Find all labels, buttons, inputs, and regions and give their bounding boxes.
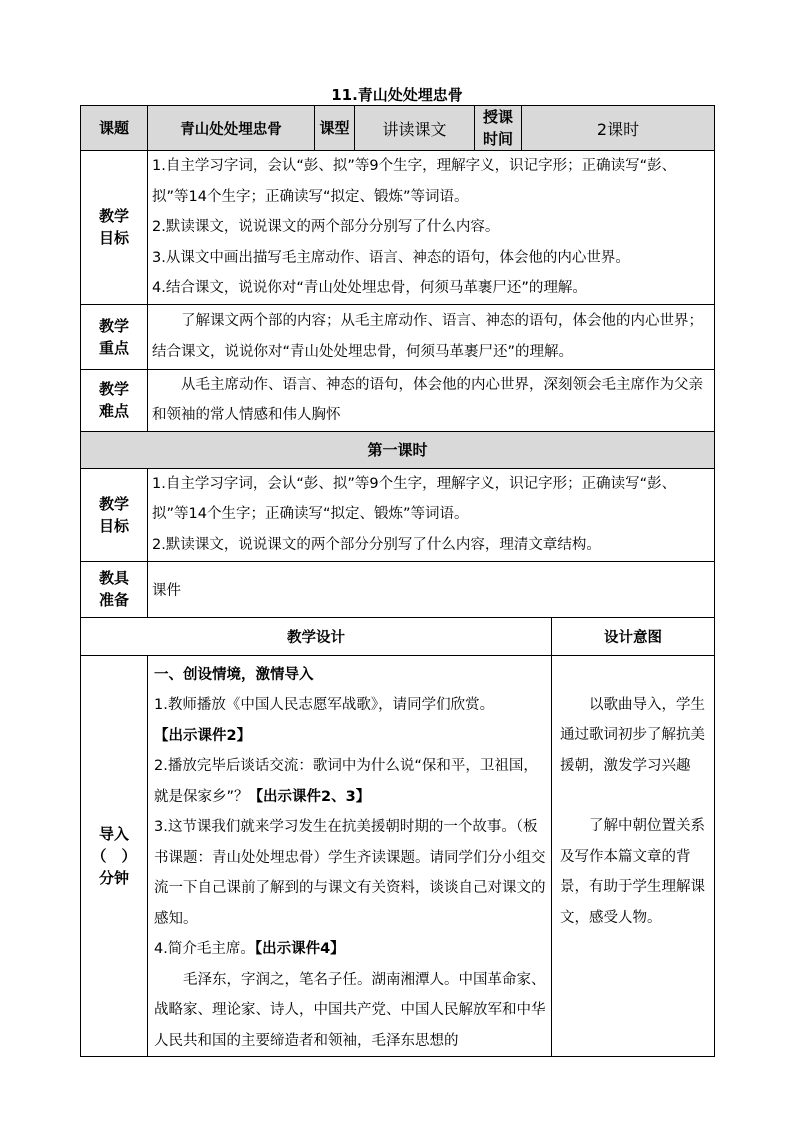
intro-bio: 毛泽东，字润之，笔名子任。湖南湘潭人。中国革命家、战略家、理论家、诗人，中国共产党、中国人民解放军和中华人民共和国的主要缔造者和领袖，毛泽东思想的 <box>154 971 546 1049</box>
time-label-line-1: 授课 <box>482 108 513 126</box>
key-points-content: 了解课文两个部的内容；从毛主席动作、语言、神态的语句，体会他的内心世界；结合课文，说说你对“青山处处埋忠骨，何须马革裹尸还”的理解。 <box>148 304 715 369</box>
goal-item: 2.默读课文，说说课文的两个部分分别写了什么内容。 <box>152 219 500 235</box>
intro-row <box>81 655 715 1057</box>
lesson-goals-label-line-2: 目标 <box>98 516 129 535</box>
difficulties-row <box>81 369 715 431</box>
courseware-note: 【出示课件4】 <box>254 941 345 957</box>
key-points-label-line-1: 教学 <box>98 316 129 335</box>
intro-label <box>81 655 148 1057</box>
difficulties-label <box>81 369 148 431</box>
goals-content <box>148 151 715 305</box>
lesson-plan-table <box>80 105 715 1057</box>
intro-step: 3.这节课我们就来学习发生在抗美援朝时期的一个故事。（板书课题：青山处处埋忠骨）学生齐读课题。请同学们分小组交流一下自己课前了解到的与课文有关资料，谈谈自己对课文的感知。 <box>154 819 546 927</box>
lesson-goals-content <box>148 468 715 561</box>
key-points-label-line-2: 重点 <box>98 338 129 357</box>
goals-label-line-1: 教学 <box>98 207 129 226</box>
intro-design <box>148 655 552 1057</box>
design-header-row <box>81 617 715 655</box>
intent-item: 了解中朝位置关系及写作本篇文章的背景，有助于学生理解课文，感受人物。 <box>560 818 705 926</box>
lesson-header: 第一课时 <box>81 431 715 468</box>
intent-item: 以歌曲导入，学生通过歌词初步了解抗美援朝，激发学习兴趣 <box>560 696 705 774</box>
tools-content: 课件 <box>148 561 715 617</box>
key-points-label <box>81 304 148 369</box>
design-header: 教学设计 <box>81 617 552 655</box>
intro-step-text: 2.播放完毕后谈话交流：歌词中为什么说“保和平，卫祖国，就是保家乡”？ <box>154 758 538 805</box>
lesson-header-row <box>81 431 715 468</box>
header-row <box>81 106 715 151</box>
courseware-note: 【出示课件2、3】 <box>248 788 371 805</box>
tools-label-line-2: 准备 <box>98 591 129 609</box>
topic-label: 课题 <box>81 106 148 151</box>
intro-heading: 一、创设情境，激情导入 <box>154 666 314 683</box>
goal-item: 1.自主学习字词，会认“彭、拟”等9个生字，理解字义，识记字形；正确读写“彭、拟”等14个生字；正确读写“拟定、锻炼”等词语。 <box>152 158 677 205</box>
intro-intent <box>552 655 715 1057</box>
intro-label-line-1: 导入 <box>98 824 129 843</box>
intro-step <box>154 934 547 965</box>
time-label-line-2: 时间 <box>482 130 513 148</box>
intent-spacer <box>560 781 708 811</box>
time-label <box>475 106 522 151</box>
goal-item: 3.从课文中画出描写毛主席动作、语言、神态的语句，体会他的内心世界。 <box>152 249 630 266</box>
difficulties-label-line-1: 教学 <box>98 380 129 398</box>
lesson-goals-row <box>81 468 715 561</box>
type-label: 课型 <box>315 106 355 151</box>
lesson-goal-item: 1.自主学习字词，会认“彭、拟”等9个生字，理解字义，识记字形；正确读写“彭、拟”等14个生字；正确读写“拟定、锻炼”等词语。 <box>152 475 677 523</box>
goals-label <box>81 151 148 305</box>
goals-row <box>81 151 715 305</box>
goal-item: 4.结合课文，说说你对“青山处处埋忠骨，何须马革裹尸还”的理解。 <box>152 280 587 296</box>
lesson-goal-item: 2.默读课文，说说课文的两个部分分别写了什么内容，理清文章结构。 <box>152 536 601 553</box>
tools-row <box>81 561 715 617</box>
lesson-goals-label <box>81 468 148 561</box>
time-value: 2课时 <box>522 106 715 151</box>
intro-step: 1.教师播放《中国人民志愿军战歌》，请同学们欣赏。 <box>154 697 495 713</box>
intro-label-line-2: （ ） <box>91 846 137 865</box>
difficulties-label-line-2: 难点 <box>98 402 129 420</box>
intro-step-text: 4.简介毛主席。 <box>154 941 255 957</box>
lesson-goals-label-line-1: 教学 <box>98 494 129 513</box>
page-title: 11.青山处处埋忠骨 <box>331 86 463 104</box>
courseware-note: 【出示课件2】 <box>154 727 252 744</box>
topic-value: 青山处处埋忠骨 <box>148 106 315 151</box>
tools-label-line-1: 教具 <box>98 569 129 587</box>
key-points-row <box>81 304 715 369</box>
tools-label <box>81 561 148 617</box>
type-value: 讲读课文 <box>355 106 475 151</box>
intro-label-line-3: 分钟 <box>98 868 129 887</box>
intro-step <box>154 751 547 812</box>
difficulties-content: 从毛主席动作、语言、神态的语句，体会他的内心世界，深刻领会毛主席作为父亲和领袖的常人情感和伟人胸怀 <box>148 369 715 431</box>
intent-header: 设计意图 <box>552 617 715 655</box>
goals-label-line-2: 目标 <box>98 229 129 248</box>
